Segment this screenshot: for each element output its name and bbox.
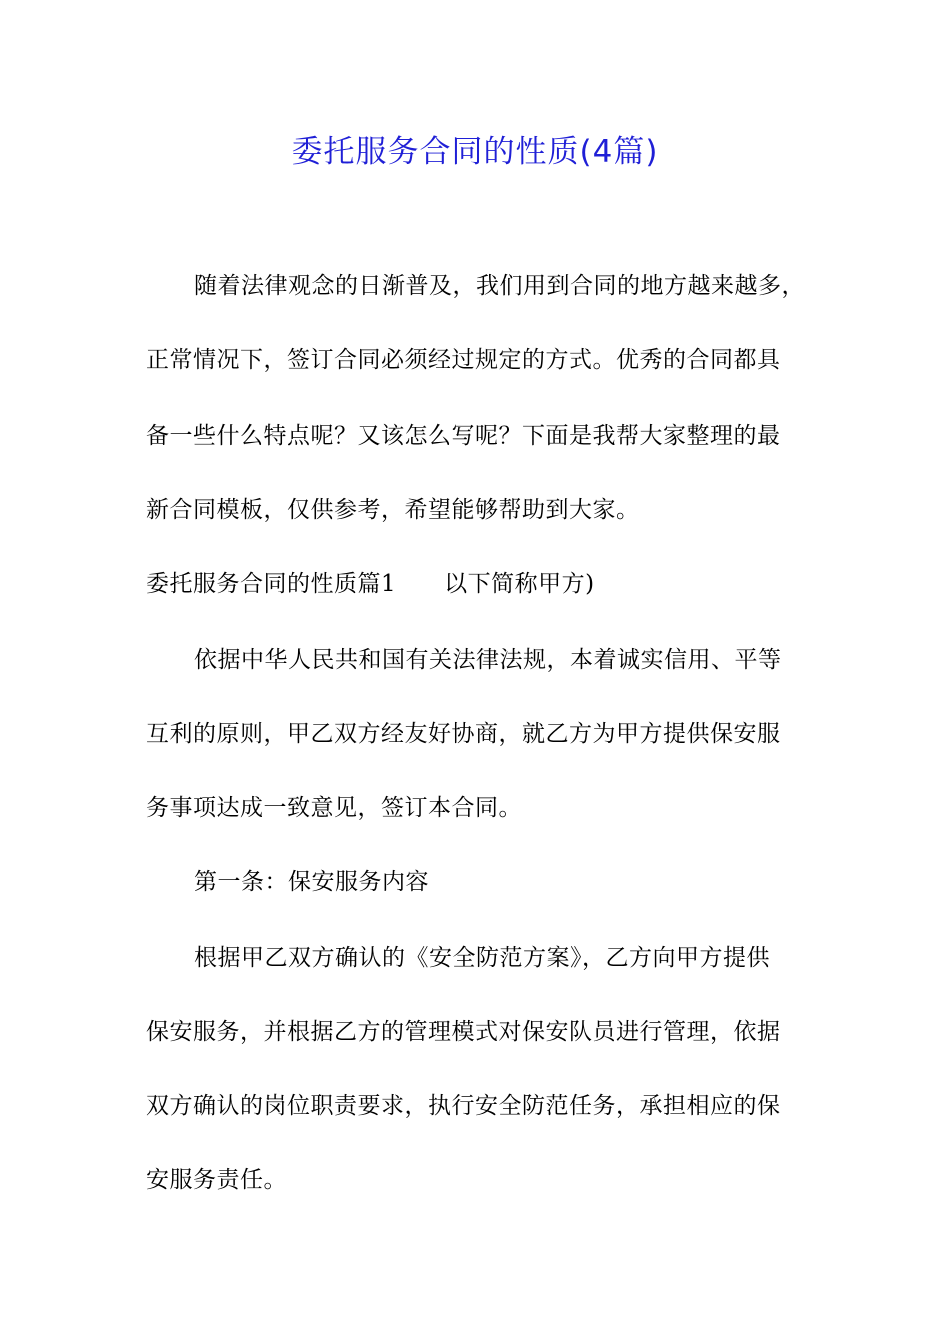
para1-line-2: 互利的原则，甲乙双方经友好协商，就乙方为甲方提供保安服 [146,721,781,747]
section-heading-note: 以下简称甲方) [444,571,595,597]
intro-line-2: 正常情况下，签订合同必须经过规定的方式。优秀的合同都具 [146,347,781,373]
section-heading-label: 委托服务合同的性质篇1 [146,571,397,597]
intro-line-1: 随着法律观念的日渐普及，我们用到合同的地方越来越多， [194,273,805,299]
intro-line-3: 备一些什么特点呢？又该怎么写呢？下面是我帮大家整理的最 [146,423,781,449]
para2-line-1: 根据甲乙双方确认的《安全防范方案》，乙方向甲方提供 [194,945,770,971]
para2-line-2: 保安服务，并根据乙方的管理模式对保安队员进行管理，依据 [146,1019,781,1045]
intro-line-4: 新合同模板，仅供参考，希望能够帮助到大家。 [146,497,640,523]
para1-line-3: 务事项达成一致意见，签订本合同。 [146,795,522,821]
para1-line-1: 依据中华人民共和国有关法律法规，本着诚实信用、平等 [194,647,782,673]
section-heading [146,566,826,602]
para2-line-3: 双方确认的岗位职责要求，执行安全防范任务，承担相应的保 [146,1093,781,1119]
article1-title: 第一条：保安服务内容 [194,869,429,895]
para2-line-4: 安服务责任。 [146,1167,287,1193]
document-title: 委托服务合同的性质(4篇) [291,134,659,170]
